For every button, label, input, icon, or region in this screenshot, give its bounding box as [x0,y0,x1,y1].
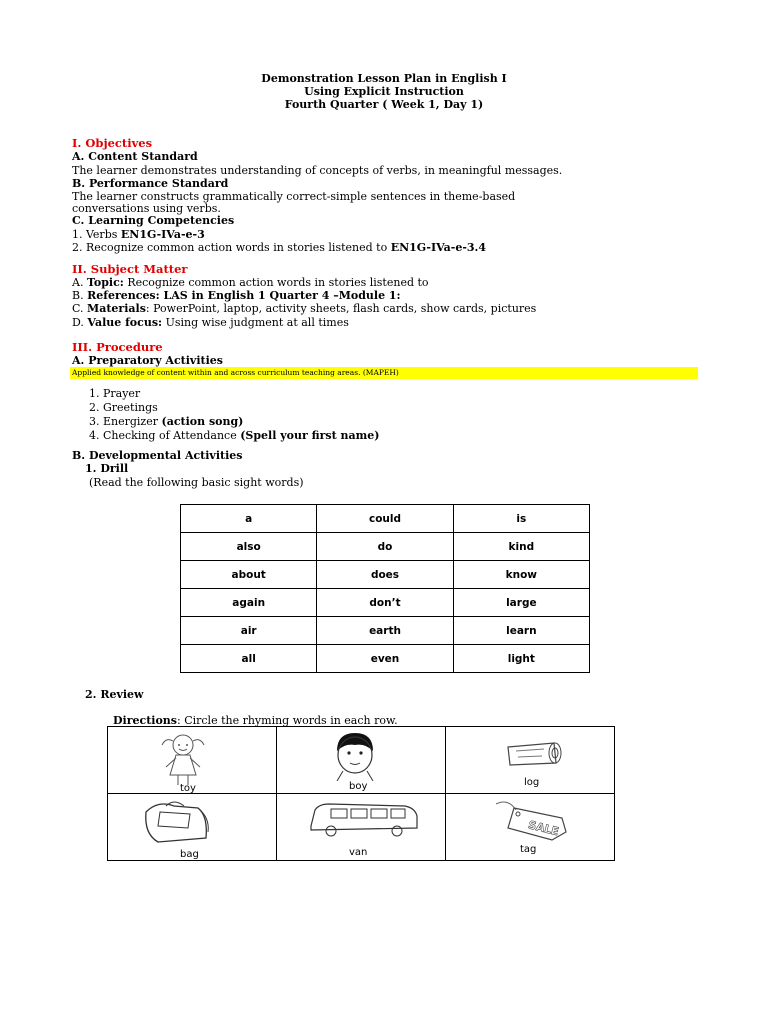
sight-word-cell: large [453,589,589,617]
sale-tag-text: SALE [526,818,561,839]
table-row [181,617,590,645]
prep-item-energizer: 3. Energizer (action song) [89,415,244,428]
title-line-2: Using Explicit Instruction [304,85,464,98]
sight-word-cell: learn [453,617,589,645]
sale-tag-icon [490,798,574,842]
sight-word-cell: also [181,533,317,561]
boy-face-icon [325,731,385,781]
sight-word-cell: does [317,561,453,589]
subject-matter-heading: II. Subject Matter [72,262,188,276]
picture-word-tag: tag [520,844,537,855]
picture-word-log: log [524,777,540,788]
log-icon [504,739,564,769]
sight-word-cell: air [181,617,317,645]
competency-1: 1. Verbs EN1G-IVa-e-3 [72,228,205,241]
review-label: 2. Review [85,688,144,701]
table-row [181,533,590,561]
drill-instructions: (Read the following basic sight words) [89,476,304,489]
van-icon [305,800,421,840]
picture-cell-van [277,794,446,861]
picture-word-toy: toy [180,783,196,794]
performance-standard-text-1: The learner constructs grammatically correct-simple sentences in theme-based [72,190,516,203]
title-line-3: Fourth Quarter ( Week 1, Day 1) [284,98,484,111]
content-standard-text: The learner demonstrates understanding of concepts of verbs, in meaningful messages. [72,164,563,177]
sight-word-cell: a [181,505,317,533]
topic-line: A. Topic: Recognize common action words in stories listened to [72,276,429,289]
table-row [108,794,615,861]
prep-item-attendance: 4. Checking of Attendance (Spell your first name) [89,429,380,442]
picture-cell-toy [108,727,277,794]
performance-standard-text-2: conversations using verbs. [72,202,221,215]
sight-word-cell: could [317,505,453,533]
references-line: B. References: LAS in English 1 Quarter 4 –Module 1: [72,289,401,302]
table-row [181,561,590,589]
sight-word-cell: again [181,589,317,617]
sight-word-cell: is [453,505,589,533]
sight-word-cell: don’t [317,589,453,617]
procedure-heading: III. Procedure [72,340,163,354]
performance-standard-label: B. Performance Standard [72,177,229,190]
learning-competencies-label: C. Learning Competencies [72,214,235,227]
sight-word-cell: earth [317,617,453,645]
preparatory-activities-label: A. Preparatory Activities [72,354,223,367]
picture-cell-tag [446,794,615,861]
sight-word-cell: all [181,645,317,673]
value-focus-line: D. Value focus: Using wise judgment at all times [72,316,349,329]
table-row [108,727,615,794]
materials-line: C. Materials: PowerPoint, laptop, activity sheets, flash cards, show cards, pictures [72,302,537,315]
table-row [181,589,590,617]
picture-word-bag: bag [180,849,199,860]
competency-2: 2. Recognize common action words in stories listened to EN1G-IVa-e-3.4 [72,241,487,254]
sight-word-cell: light [453,645,589,673]
picture-word-van: van [349,847,368,858]
table-row [181,505,590,533]
doll-icon [148,731,218,787]
picture-cell-boy [277,727,446,794]
sight-word-cell: kind [453,533,589,561]
picture-word-boy: boy [349,781,368,792]
content-standard-label: A. Content Standard [72,150,198,163]
sight-word-cell: even [317,645,453,673]
sight-word-cell: know [453,561,589,589]
title-line-1: Demonstration Lesson Plan in English I [261,72,507,85]
prep-item-greetings: 2. Greetings [89,401,158,414]
highlighted-note: Applied knowledge of content within and across curriculum teaching areas. (MAPEH) [70,367,698,379]
developmental-activities-label: B. Developmental Activities [72,449,243,462]
picture-cell-bag [108,794,277,861]
review-directions: Directions: Circle the rhyming words in each row. [113,714,398,727]
sight-words-table [180,504,590,673]
table-row [181,645,590,673]
objectives-heading: I. Objectives [72,136,153,150]
prep-item-prayer: 1. Prayer [89,387,141,400]
bag-icon [138,798,212,848]
sight-word-cell: about [181,561,317,589]
picture-cell-log [446,727,615,794]
sight-word-cell: do [317,533,453,561]
drill-label: 1. Drill [85,462,129,475]
rhyming-pictures-table [107,726,615,861]
